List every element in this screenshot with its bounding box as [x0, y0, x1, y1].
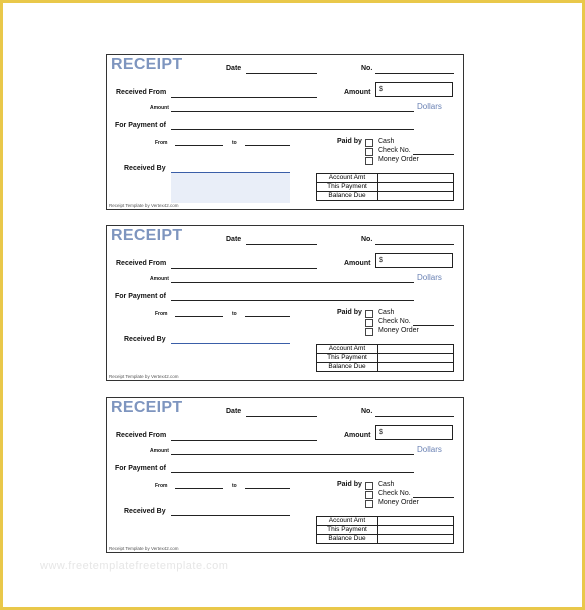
- dollars-label: Dollars: [417, 445, 442, 454]
- table-value[interactable]: [378, 526, 454, 535]
- amount-label: Amount: [344, 432, 371, 439]
- paid-by-label: Paid by: [337, 481, 362, 488]
- number-field[interactable]: [375, 416, 454, 417]
- cash-label: Cash: [378, 309, 395, 316]
- table-label: Account Amt: [317, 345, 378, 354]
- date-field[interactable]: [246, 416, 317, 417]
- watermark-text: www.freetemplatefreetemplate.com: [40, 560, 229, 572]
- number-label: No.: [361, 65, 373, 72]
- amount-words-label: Amount: [150, 105, 169, 111]
- check-label: Check No.: [378, 490, 411, 497]
- table-value[interactable]: [378, 174, 454, 183]
- receipt-title: RECEIPT: [111, 227, 183, 244]
- cash-label: Cash: [378, 481, 395, 488]
- table-row: [317, 174, 454, 183]
- to-field[interactable]: [245, 316, 290, 317]
- check-checkbox[interactable]: [365, 319, 373, 327]
- amount-words-field[interactable]: [171, 282, 414, 283]
- payment-table: [316, 516, 454, 544]
- currency-symbol: $: [379, 86, 383, 93]
- table-row: [317, 354, 454, 363]
- for-payment-of-label: For Payment of: [115, 465, 166, 472]
- cash-checkbox[interactable]: [365, 310, 373, 318]
- cash-checkbox[interactable]: [365, 139, 373, 147]
- table-row: [317, 363, 454, 372]
- table-row: [317, 517, 454, 526]
- received-by-label: Received By: [124, 508, 166, 515]
- for-payment-of-field[interactable]: [171, 300, 414, 301]
- payment-table: [316, 344, 454, 372]
- money-order-checkbox[interactable]: [365, 328, 373, 336]
- from-label: From: [155, 311, 168, 317]
- signature-area[interactable]: [171, 173, 290, 203]
- received-from-field[interactable]: [171, 97, 317, 98]
- to-label: to: [232, 311, 237, 317]
- table-row: [317, 345, 454, 354]
- footer-credit: Receipt Template by Vertex42.com: [109, 546, 179, 551]
- table-label: This Payment: [317, 183, 378, 192]
- from-label: From: [155, 140, 168, 146]
- table-row: [317, 535, 454, 544]
- table-value[interactable]: [378, 192, 454, 201]
- for-payment-of-field[interactable]: [171, 472, 414, 473]
- amount-label: Amount: [344, 260, 371, 267]
- paid-by-label: Paid by: [337, 309, 362, 316]
- money-order-label: Money Order: [378, 156, 419, 163]
- number-label: No.: [361, 408, 373, 415]
- payment-table: [316, 173, 454, 201]
- amount-words-label: Amount: [150, 276, 169, 282]
- table-label: Balance Due: [317, 192, 378, 201]
- amount-field[interactable]: [375, 425, 453, 440]
- table-label: Balance Due: [317, 363, 378, 372]
- table-label: Account Amt: [317, 174, 378, 183]
- table-row: [317, 183, 454, 192]
- table-value[interactable]: [378, 345, 454, 354]
- cash-label: Cash: [378, 138, 395, 145]
- received-from-field[interactable]: [171, 440, 317, 441]
- date-label: Date: [226, 236, 242, 243]
- cash-checkbox[interactable]: [365, 482, 373, 490]
- received-from-label: Received From: [116, 260, 167, 267]
- date-label: Date: [226, 65, 242, 72]
- table-label: This Payment: [317, 526, 378, 535]
- received-from-field[interactable]: [171, 268, 317, 269]
- to-label: to: [232, 483, 237, 489]
- table-label: Account Amt: [317, 517, 378, 526]
- received-by-field[interactable]: [171, 343, 290, 344]
- currency-symbol: $: [379, 429, 383, 436]
- table-row: [317, 192, 454, 201]
- check-checkbox[interactable]: [365, 491, 373, 499]
- for-payment-of-label: For Payment of: [115, 293, 166, 300]
- footer-credit: Receipt Template by Vertex42.com: [109, 374, 179, 379]
- from-field[interactable]: [175, 145, 223, 146]
- table-value[interactable]: [378, 183, 454, 192]
- number-field[interactable]: [375, 73, 454, 74]
- received-from-label: Received From: [116, 89, 167, 96]
- table-value[interactable]: [378, 354, 454, 363]
- dollars-label: Dollars: [417, 102, 442, 111]
- received-by-field[interactable]: [171, 515, 290, 516]
- for-payment-of-field[interactable]: [171, 129, 414, 130]
- for-payment-of-label: For Payment of: [115, 122, 166, 129]
- check-number-field[interactable]: [413, 325, 454, 326]
- receipt-card: [106, 397, 464, 553]
- table-row: [317, 526, 454, 535]
- from-label: From: [155, 483, 168, 489]
- table-value[interactable]: [378, 363, 454, 372]
- money-order-label: Money Order: [378, 327, 419, 334]
- money-order-label: Money Order: [378, 499, 419, 506]
- to-label: to: [232, 140, 237, 146]
- amount-words-label: Amount: [150, 448, 169, 454]
- table-label: This Payment: [317, 354, 378, 363]
- date-label: Date: [226, 408, 242, 415]
- date-field[interactable]: [246, 73, 317, 74]
- date-field[interactable]: [246, 244, 317, 245]
- dollars-label: Dollars: [417, 273, 442, 282]
- to-field[interactable]: [245, 488, 290, 489]
- amount-words-field[interactable]: [171, 454, 414, 455]
- received-by-label: Received By: [124, 336, 166, 343]
- received-from-label: Received From: [116, 432, 167, 439]
- check-number-field[interactable]: [413, 497, 454, 498]
- paid-by-label: Paid by: [337, 138, 362, 145]
- to-field[interactable]: [245, 145, 290, 146]
- money-order-checkbox[interactable]: [365, 500, 373, 508]
- number-label: No.: [361, 236, 373, 243]
- received-by-label: Received By: [124, 165, 166, 172]
- money-order-checkbox[interactable]: [365, 157, 373, 165]
- receipt-title: RECEIPT: [111, 56, 183, 73]
- from-field[interactable]: [175, 316, 223, 317]
- receipt-card: [106, 54, 464, 210]
- amount-field[interactable]: [375, 253, 453, 268]
- check-label: Check No.: [378, 318, 411, 325]
- receipt-card: [106, 225, 464, 381]
- table-label: Balance Due: [317, 535, 378, 544]
- check-number-field[interactable]: [413, 154, 454, 155]
- currency-symbol: $: [379, 257, 383, 264]
- amount-words-field[interactable]: [171, 111, 414, 112]
- check-checkbox[interactable]: [365, 148, 373, 156]
- footer-credit: Receipt Template by Vertex42.com: [109, 203, 179, 208]
- amount-field[interactable]: [375, 82, 453, 97]
- receipt-title: RECEIPT: [111, 399, 183, 416]
- number-field[interactable]: [375, 244, 454, 245]
- from-field[interactable]: [175, 488, 223, 489]
- table-value[interactable]: [378, 517, 454, 526]
- amount-label: Amount: [344, 89, 371, 96]
- check-label: Check No.: [378, 147, 411, 154]
- table-value[interactable]: [378, 535, 454, 544]
